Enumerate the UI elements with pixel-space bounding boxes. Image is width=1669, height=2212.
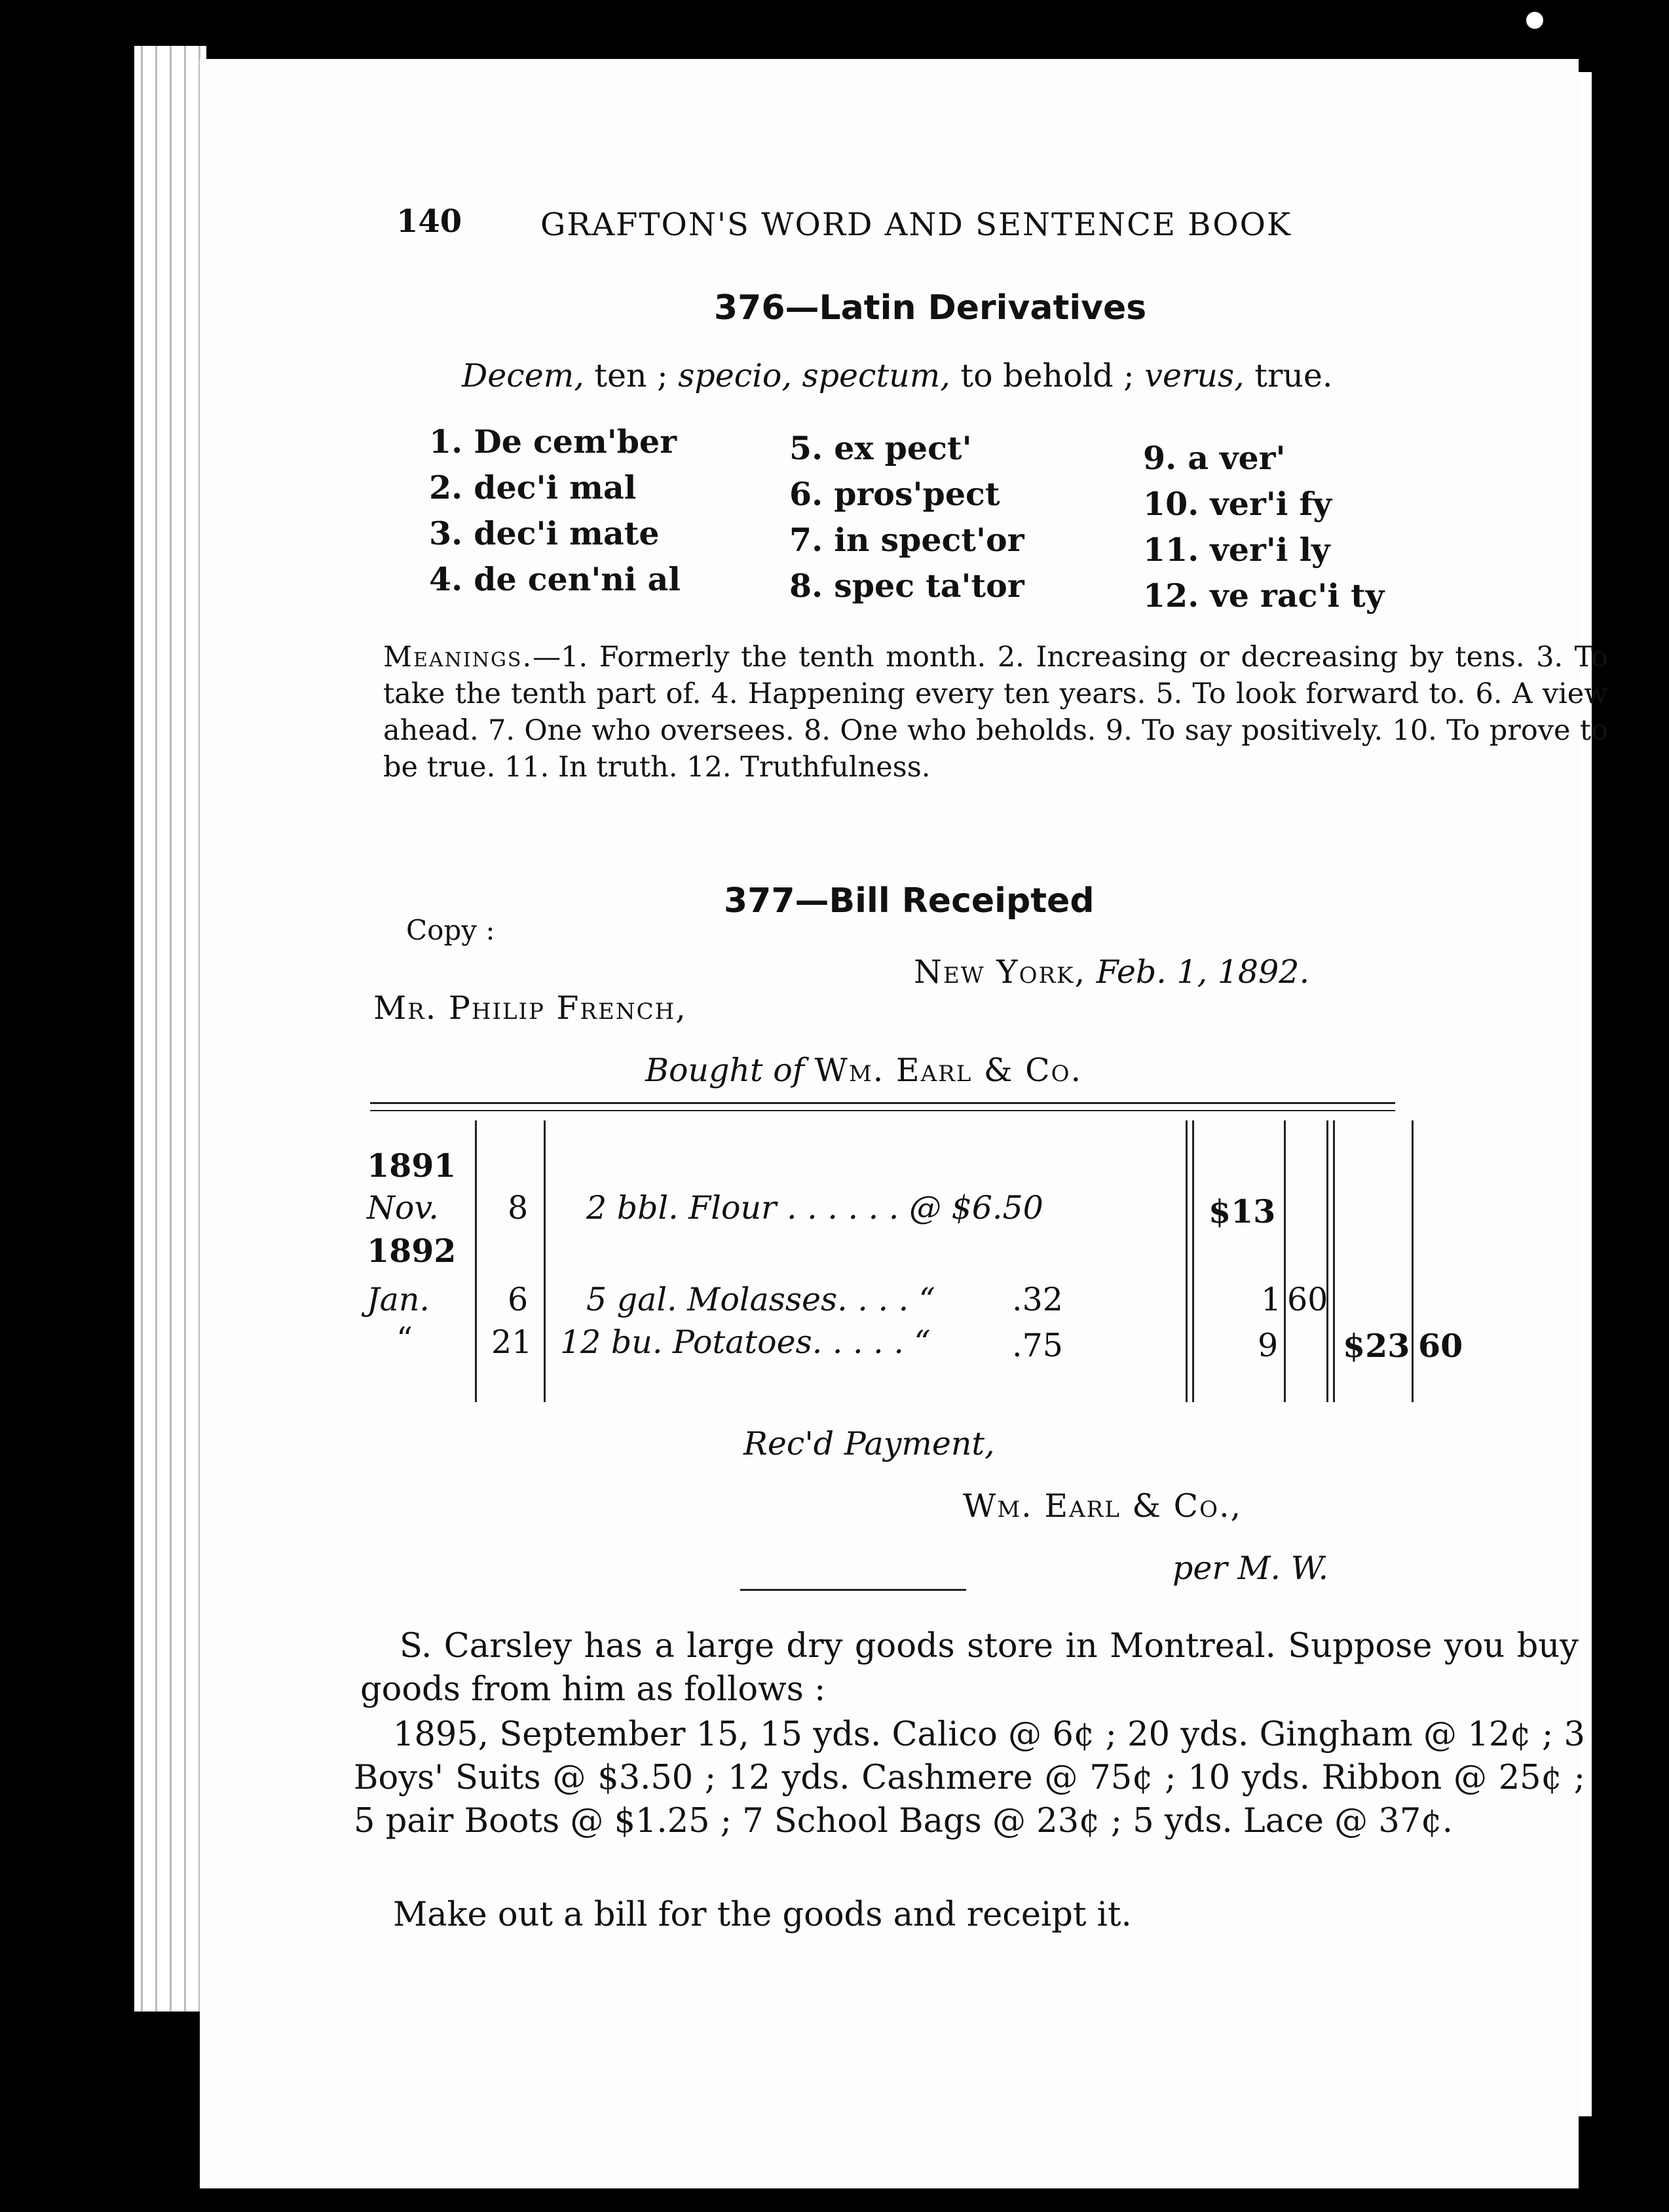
col-line-7 bbox=[1333, 1120, 1335, 1402]
bill-top-rule bbox=[370, 1102, 1395, 1104]
root-specio: specio, spectum, bbox=[678, 357, 950, 394]
gloss-behold: to behold ; bbox=[960, 357, 1135, 394]
book-page bbox=[200, 59, 1608, 2188]
section-377-title: 377—Bill Receipted bbox=[724, 881, 1095, 921]
bill-day-8: 8 bbox=[508, 1189, 529, 1227]
bill-amount-molasses-cents: 60 bbox=[1287, 1281, 1328, 1318]
col-line-3 bbox=[1186, 1120, 1188, 1402]
page-edges bbox=[134, 46, 206, 2012]
word-9: 9. a ver' bbox=[1143, 439, 1286, 477]
root-verus: verus, bbox=[1144, 357, 1245, 394]
word-7: 7. in spect'or bbox=[789, 521, 1024, 559]
gloss-true: true. bbox=[1254, 357, 1333, 394]
word-12: 12. ve rac'i ty bbox=[1143, 577, 1385, 615]
bill-year-1892: 1892 bbox=[367, 1232, 457, 1270]
bill-day-21: 21 bbox=[491, 1324, 533, 1361]
bill-year-1891: 1891 bbox=[367, 1147, 457, 1185]
col-line-4 bbox=[1192, 1120, 1194, 1402]
word-11: 11. ver'i ly bbox=[1143, 531, 1330, 569]
running-title: GRAFTON'S WORD AND SENTENCE BOOK bbox=[540, 206, 1292, 243]
bill-month-nov: Nov. bbox=[367, 1189, 439, 1227]
bill-day-6: 6 bbox=[508, 1281, 529, 1318]
page-number: 140 bbox=[396, 203, 462, 240]
col-line-8 bbox=[1412, 1120, 1414, 1402]
bill-amount-potatoes-dollars: 9 bbox=[1258, 1327, 1279, 1364]
bill-top-rule-2 bbox=[370, 1110, 1395, 1111]
bill-month-jan: Jan. bbox=[367, 1281, 430, 1318]
scan-mark bbox=[1526, 12, 1543, 29]
customer-name: Mr. Philip French, bbox=[373, 989, 687, 1027]
word-8: 8. spec ta'tor bbox=[789, 567, 1024, 605]
bill-price-potatoes: .75 bbox=[1012, 1327, 1063, 1364]
exercise-paragraph-3: Make out a bill for the goods and receipt it. bbox=[393, 1896, 1132, 1934]
exercise-paragraph-1: S. Carsley has a large dry goods store in Montreal. Suppose you buy goods from him as follows : bbox=[360, 1627, 1579, 1709]
bill-month-ditto: “ bbox=[396, 1320, 413, 1358]
bill-total-cents: 60 bbox=[1418, 1327, 1463, 1365]
exercise-paragraph-2: 1895, September 15, 15 yds. Calico @ 6¢ ; 20 yds. Gingham @ 12¢ ; 3 Boys' Suits @ $3.50 ; 12 yds. Cashmere @ 75¢ ; 10 yds. Ribbon @ 25¢ ; 5 pair Boots @ $1.25 ; 7 School Bags @ 23¢ ; 5 yds. Lace @ 37¢. bbox=[354, 1715, 1585, 1840]
bought-of-line bbox=[645, 1052, 1082, 1089]
bill-item-potatoes: 12 bu. Potatoes. . . . . “ bbox=[560, 1324, 931, 1361]
bought-of: Bought of bbox=[645, 1052, 804, 1089]
word-4: 4. de cen'ni al bbox=[429, 560, 681, 598]
bill-item-molasses: 5 gal. Molasses. . . . “ bbox=[586, 1281, 935, 1318]
bill-price-molasses: .32 bbox=[1012, 1281, 1063, 1318]
col-line-1 bbox=[475, 1120, 477, 1402]
bill-item-flour: 2 bbl. Flour . . . . . . @ $6.50 bbox=[586, 1189, 1043, 1227]
place-date bbox=[914, 953, 1309, 991]
meanings-text: —1. Formerly the tenth month. 2. Increasing or decreasing by tens. 3. To take the tenth part of. 4. Happening every ten years. 5. To look forward to. 6. A view ahead. 7. One who oversees. 8. One who beholds. 9. To say positively. 10. To prove to be true. 11. In truth. 12. Truthfulness. bbox=[383, 641, 1608, 784]
word-10: 10. ver'i fy bbox=[1143, 485, 1332, 523]
word-5: 5. ex pect' bbox=[789, 429, 972, 467]
bill-amount-flour: $13 bbox=[1209, 1192, 1276, 1230]
root-decem: Decem, bbox=[462, 357, 584, 394]
per-initials: per M. W. bbox=[1172, 1550, 1329, 1587]
col-line-6 bbox=[1326, 1120, 1328, 1402]
gloss-ten: ten ; bbox=[594, 357, 668, 394]
word-3: 3. dec'i mate bbox=[429, 514, 660, 552]
signature-line bbox=[740, 1589, 966, 1591]
word-2: 2. dec'i mal bbox=[429, 468, 637, 506]
date: Feb. 1, 1892. bbox=[1096, 953, 1310, 991]
bill-total-dollars: $23 bbox=[1343, 1327, 1410, 1365]
meanings-label: Meanings. bbox=[383, 641, 533, 674]
word-6: 6. pros'pect bbox=[789, 475, 1000, 513]
col-line-5 bbox=[1284, 1120, 1286, 1402]
copy-label: Copy : bbox=[406, 914, 495, 946]
col-line-2 bbox=[544, 1120, 546, 1402]
place: New York, bbox=[914, 953, 1087, 991]
meanings-paragraph bbox=[383, 639, 1608, 786]
bill-amount-molasses-dollars: 1 bbox=[1261, 1281, 1282, 1318]
word-1: 1. De cem'ber bbox=[429, 423, 677, 461]
vendor-name: Wm. Earl & Co. bbox=[814, 1052, 1083, 1089]
received-payment: Rec'd Payment, bbox=[743, 1425, 995, 1462]
latin-roots-line bbox=[462, 357, 1333, 394]
signer-name: Wm. Earl & Co., bbox=[963, 1487, 1243, 1525]
section-376-title: 376—Latin Derivatives bbox=[714, 288, 1147, 328]
